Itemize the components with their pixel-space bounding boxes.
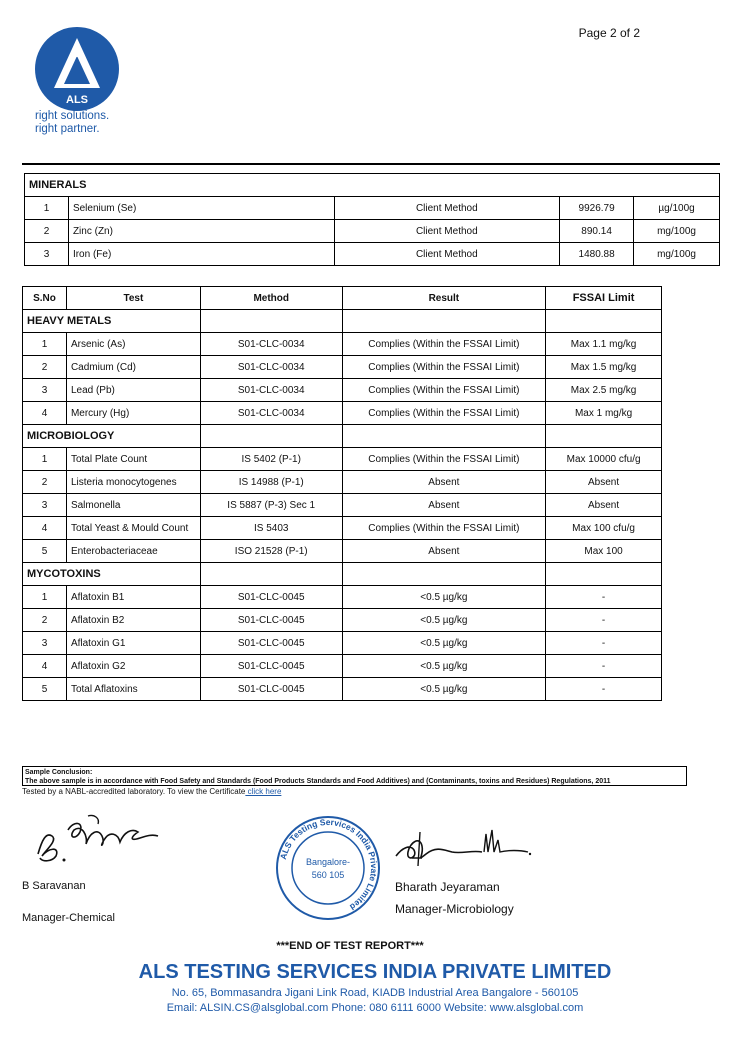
company-address: No. 65, Bommasandra Jigani Link Road, KIADB Industrial Area Bangalore - 560105: [171, 987, 579, 999]
cell-limit: Max 100: [546, 540, 662, 563]
signatory-right-role: Manager-Microbiology: [395, 902, 514, 916]
cell-method: S01-CLC-0045: [200, 632, 342, 655]
cell-method: S01-CLC-0034: [200, 402, 342, 425]
cell-test: Aflatoxin G2: [66, 655, 200, 678]
cell-method: IS 14988 (P-1): [200, 471, 342, 494]
cell-test: Selenium (Se): [68, 197, 334, 220]
table-row: [25, 243, 720, 266]
header-divider: [22, 163, 720, 165]
signatory-left-role: Manager-Chemical: [22, 912, 115, 924]
empty-cell: [546, 310, 662, 333]
minerals-table: [24, 173, 720, 266]
cell-sno: 3: [23, 379, 67, 402]
cell-result: Complies (Within the FSSAI Limit): [342, 402, 546, 425]
minerals-title: MINERALS: [25, 174, 720, 197]
table-row: [23, 655, 662, 678]
cell-sno: 3: [25, 243, 69, 266]
stamp-center-line-1: Bangalore-: [305, 857, 351, 867]
cell-method: S01-CLC-0034: [200, 356, 342, 379]
cell-test: Salmonella: [66, 494, 200, 517]
cell-sno: 1: [23, 586, 67, 609]
stamp-center-line-2: 560 105: [311, 870, 345, 880]
cell-sno: 1: [23, 333, 67, 356]
cell-test: Iron (Fe): [68, 243, 334, 266]
cell-test: Aflatoxin B2: [66, 609, 200, 632]
cell-result: Absent: [342, 540, 546, 563]
cell-method: ISO 21528 (P-1): [200, 540, 342, 563]
table-row: [25, 197, 720, 220]
conclusion-text: The above sample is in accordance with Food Safety and Standards (Food Products Standards and Food Additives) and (Contaminants, toxins and Residues) Regulations, 2011: [25, 778, 611, 785]
conclusion-label: Sample Conclusion:: [25, 769, 93, 776]
table-row: [23, 678, 662, 701]
company-name: ALS TESTING SERVICES INDIA PRIVATE LIMITED: [138, 961, 612, 983]
cell-test: Listeria monocytogenes: [66, 471, 200, 494]
table-row: [23, 586, 662, 609]
als-logo: [34, 26, 120, 112]
cell-limit: -: [546, 632, 662, 655]
cell-limit: Max 1.5 mg/kg: [546, 356, 662, 379]
cell-unit: mg/100g: [634, 243, 720, 266]
cell-test: Lead (Pb): [66, 379, 200, 402]
logo-text: ALS: [66, 94, 88, 106]
cell-sno: 2: [23, 471, 67, 494]
cell-test: Arsenic (As): [66, 333, 200, 356]
cell-sno: 2: [23, 356, 67, 379]
certificate-link[interactable]: click here: [245, 787, 282, 796]
cell-sno: 4: [23, 517, 67, 540]
cell-result: Complies (Within the FSSAI Limit): [342, 356, 546, 379]
table-row: [23, 471, 662, 494]
company-contact: Email: ALSIN.CS@alsglobal.com Phone: 080 6111 6000 Website: www.alsglobal.com: [166, 1002, 584, 1014]
table-row: [23, 517, 662, 540]
cell-test: Total Aflatoxins: [66, 678, 200, 701]
header-sno: S.No: [23, 287, 67, 310]
end-of-report: ***END OF TEST REPORT***: [276, 940, 424, 952]
cell-result: <0.5 µg/kg: [342, 632, 546, 655]
cell-sno: 4: [23, 402, 67, 425]
cell-sno: 2: [25, 220, 69, 243]
cell-unit: µg/100g: [634, 197, 720, 220]
cell-method: IS 5402 (P-1): [200, 448, 342, 471]
cell-limit: -: [546, 609, 662, 632]
cell-result: Complies (Within the FSSAI Limit): [342, 333, 546, 356]
cell-method: S01-CLC-0045: [200, 655, 342, 678]
cell-limit: -: [546, 678, 662, 701]
cell-sno: 1: [25, 197, 69, 220]
cell-test: Enterobacteriaceae: [66, 540, 200, 563]
cell-result: Absent: [342, 494, 546, 517]
cell-sno: 4: [23, 655, 67, 678]
cell-result: Absent: [342, 471, 546, 494]
section-header-row: [23, 563, 662, 586]
empty-cell: [546, 563, 662, 586]
cell-limit: Max 1.1 mg/kg: [546, 333, 662, 356]
cell-test: Total Plate Count: [66, 448, 200, 471]
cell-method: S01-CLC-0034: [200, 333, 342, 356]
empty-cell: [342, 563, 546, 586]
signature-jeyaraman: [392, 822, 532, 872]
cell-result: Complies (Within the FSSAI Limit): [342, 517, 546, 540]
cell-limit: Absent: [546, 471, 662, 494]
tagline-line-2: right partner.: [35, 123, 100, 135]
tagline-line-1: right solutions.: [35, 110, 110, 122]
table-row: [23, 356, 662, 379]
cell-sno: 2: [23, 609, 67, 632]
sample-conclusion: [22, 766, 687, 786]
cell-limit: -: [546, 586, 662, 609]
cell-sno: 5: [23, 678, 67, 701]
table-row: [23, 540, 662, 563]
cell-test: Aflatoxin G1: [66, 632, 200, 655]
company-stamp: [275, 815, 381, 921]
section-title: MYCOTOXINS: [23, 563, 201, 586]
table-row: [23, 333, 662, 356]
cell-method: Client Method: [334, 197, 560, 220]
cell-test: Aflatoxin B1: [66, 586, 200, 609]
cell-method: Client Method: [334, 220, 560, 243]
page-number: Page 2 of 2: [578, 26, 640, 40]
cell-test: Total Yeast & Mould Count: [66, 517, 200, 540]
cell-limit: Max 100 cfu/g: [546, 517, 662, 540]
tagline: [35, 110, 109, 136]
cell-sno: 5: [23, 540, 67, 563]
cell-result: 1480.88: [560, 243, 634, 266]
table-row: [23, 609, 662, 632]
empty-cell: [200, 310, 342, 333]
cell-sno: 3: [23, 494, 67, 517]
nabl-text: Tested by a NABL-accredited laboratory. To view the Certificate: [22, 787, 246, 796]
cell-result: <0.5 µg/kg: [342, 586, 546, 609]
signatory-left-name: B Saravanan: [22, 880, 86, 892]
section-title: HEAVY METALS: [23, 310, 201, 333]
section-header-row: [23, 425, 662, 448]
stamp-ring-text: ALS Testing Services India Private Limited: [277, 816, 380, 913]
cell-method: IS 5887 (P-3) Sec 1: [200, 494, 342, 517]
empty-cell: [342, 425, 546, 448]
table-row: [23, 494, 662, 517]
cell-sno: 3: [23, 632, 67, 655]
nabl-note: [22, 787, 281, 796]
table-row: [23, 379, 662, 402]
table-row: [25, 220, 720, 243]
header-result: Result: [342, 287, 546, 310]
cell-limit: Max 2.5 mg/kg: [546, 379, 662, 402]
cell-result: Complies (Within the FSSAI Limit): [342, 379, 546, 402]
empty-cell: [546, 425, 662, 448]
cell-limit: Max 1 mg/kg: [546, 402, 662, 425]
cell-test: Mercury (Hg): [66, 402, 200, 425]
table-row: [23, 632, 662, 655]
table-row: [23, 402, 662, 425]
cell-unit: mg/100g: [634, 220, 720, 243]
results-table: [22, 286, 662, 701]
signature-saravanan: [28, 810, 168, 870]
cell-method: S01-CLC-0045: [200, 586, 342, 609]
header-test: Test: [66, 287, 200, 310]
table-row: [23, 448, 662, 471]
header-method: Method: [200, 287, 342, 310]
cell-result: <0.5 µg/kg: [342, 609, 546, 632]
cell-result: Complies (Within the FSSAI Limit): [342, 448, 546, 471]
cell-test: Zinc (Zn): [68, 220, 334, 243]
cell-result: <0.5 µg/kg: [342, 678, 546, 701]
empty-cell: [342, 310, 546, 333]
cell-result: <0.5 µg/kg: [342, 655, 546, 678]
cell-limit: Max 10000 cfu/g: [546, 448, 662, 471]
header-fssai-limit: FSSAI Limit: [546, 287, 662, 310]
cell-method: IS 5403: [200, 517, 342, 540]
cell-result: 890.14: [560, 220, 634, 243]
cell-sno: 1: [23, 448, 67, 471]
cell-method: S01-CLC-0045: [200, 678, 342, 701]
cell-result: 9926.79: [560, 197, 634, 220]
cell-method: Client Method: [334, 243, 560, 266]
cell-limit: -: [546, 655, 662, 678]
section-header-row: [23, 310, 662, 333]
signatory-right-name: Bharath Jeyaraman: [395, 880, 500, 894]
cell-limit: Absent: [546, 494, 662, 517]
empty-cell: [200, 563, 342, 586]
cell-test: Cadmium (Cd): [66, 356, 200, 379]
cell-method: S01-CLC-0045: [200, 609, 342, 632]
empty-cell: [200, 425, 342, 448]
cell-method: S01-CLC-0034: [200, 379, 342, 402]
section-title: MICROBIOLOGY: [23, 425, 201, 448]
